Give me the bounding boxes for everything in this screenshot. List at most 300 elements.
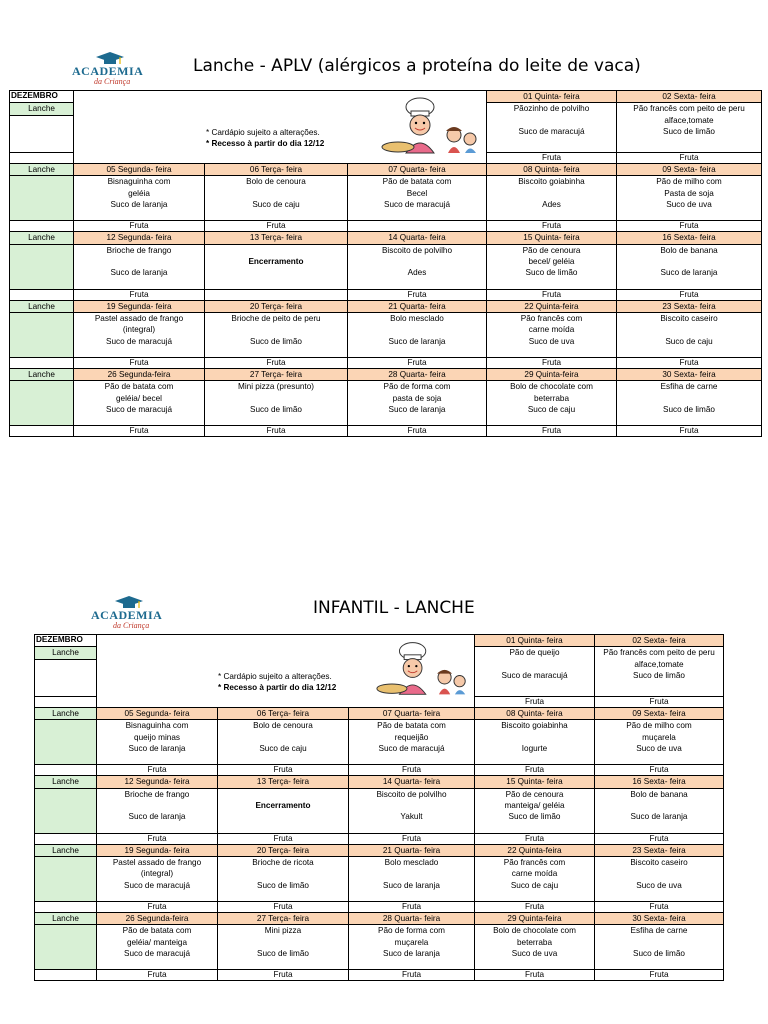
menu-line: Bolo mesclado bbox=[384, 858, 439, 868]
menu-line: Mini pizza bbox=[264, 926, 302, 936]
day-menu bbox=[97, 857, 218, 902]
day-menu bbox=[74, 176, 205, 221]
fruit-cell bbox=[205, 289, 348, 300]
day-menu bbox=[487, 176, 617, 221]
menu-line: Suco de limão bbox=[663, 127, 715, 137]
blank-label-cell bbox=[35, 659, 97, 696]
fruit-cell: Fruta bbox=[97, 970, 218, 981]
day-menu bbox=[348, 244, 487, 289]
day-header: 30 Sexta- feira bbox=[595, 913, 724, 925]
menu-line bbox=[350, 800, 473, 811]
menu-line: Biscoito goiabinha bbox=[518, 177, 585, 187]
day-menu bbox=[74, 244, 205, 289]
day-menu bbox=[97, 925, 218, 970]
day-menu bbox=[475, 720, 595, 765]
menu-line: Iogurte bbox=[521, 744, 548, 754]
menu-line: Suco de limão bbox=[663, 405, 715, 415]
day-header: 02 Sexta- feira bbox=[617, 91, 762, 103]
blank-label-cell bbox=[35, 765, 97, 776]
menu-line: Pão de cenoura bbox=[505, 789, 564, 799]
menu-line bbox=[75, 256, 203, 267]
menu-line: Pão de milho com bbox=[656, 177, 722, 187]
day-header: 06 Terça- feira bbox=[218, 707, 349, 719]
menu-table bbox=[9, 90, 762, 437]
notice-line-1: * Cardápio sujeito a alterações. bbox=[206, 128, 320, 137]
menu-line: Pão francês com peito de peru bbox=[603, 648, 715, 658]
day-menu bbox=[595, 788, 724, 833]
blank-label-cell bbox=[10, 115, 74, 152]
day-header: 02 Sexta- feira bbox=[595, 635, 724, 647]
day-header: 28 Quarta- feira bbox=[349, 913, 475, 925]
menu-line: Suco de uva bbox=[511, 949, 558, 959]
blank-label-cell bbox=[10, 313, 74, 358]
day-header: 09 Sexta- feira bbox=[595, 707, 724, 719]
blank-label-cell bbox=[10, 426, 74, 437]
fruit-cell: Fruta bbox=[218, 765, 349, 776]
row-label-lanche: Lanche bbox=[35, 707, 97, 719]
day-header: 15 Quinta- feira bbox=[487, 232, 617, 244]
row-label-lanche: Lanche bbox=[10, 300, 74, 312]
menu-line: carne moída bbox=[511, 869, 558, 879]
notice-area bbox=[97, 635, 475, 708]
fruit-cell: Fruta bbox=[205, 426, 348, 437]
menu-line: Suco de laranja bbox=[128, 812, 186, 822]
menu-line bbox=[596, 868, 722, 879]
menu-line: Pão de cenoura bbox=[522, 245, 581, 255]
menu-line: Pão de batata com bbox=[377, 721, 446, 731]
fruit-cell: Fruta bbox=[595, 765, 724, 776]
menu-line: Ades bbox=[542, 200, 561, 210]
menu-line: Suco de maracujá bbox=[518, 127, 585, 137]
day-menu bbox=[97, 788, 218, 833]
fruit-cell: Fruta bbox=[218, 833, 349, 844]
day-header: 22 Quinta-feira bbox=[487, 300, 617, 312]
menu-line: Suco de caju bbox=[665, 336, 713, 346]
menu-line: Biscoito caseiro bbox=[630, 858, 688, 868]
day-header: 27 Terça- feira bbox=[205, 369, 348, 381]
blank-label-cell bbox=[35, 696, 97, 707]
menu-line: Pão de forma com bbox=[378, 926, 445, 936]
menu-line bbox=[349, 256, 485, 267]
week-rows-s2 bbox=[35, 707, 724, 981]
day-menu bbox=[475, 857, 595, 902]
day-menu bbox=[595, 925, 724, 970]
menu-line: Encerramento bbox=[255, 801, 311, 811]
fruit-cell: Fruta bbox=[74, 221, 205, 232]
menu-line: Suco de uva bbox=[636, 744, 682, 754]
fruit-cell: Fruta bbox=[475, 902, 595, 913]
fruit-cell: Fruta bbox=[487, 289, 617, 300]
day-header: 16 Sexta- feira bbox=[617, 232, 762, 244]
menu-line: Biscoito caseiro bbox=[660, 314, 718, 324]
menu-line: muçarela bbox=[642, 732, 676, 742]
day-header: 21 Quarta- feira bbox=[349, 844, 475, 856]
blank-label-cell bbox=[35, 925, 97, 970]
day-header: 08 Quinta- feira bbox=[487, 163, 617, 175]
fruit-cell: Fruta bbox=[74, 289, 205, 300]
menu-line: Pãozinho de polvilho bbox=[513, 104, 590, 114]
day-menu bbox=[74, 313, 205, 358]
menu-line: Brioche de peito de peru bbox=[231, 314, 321, 324]
menu-line bbox=[206, 267, 346, 278]
blank-label-cell bbox=[10, 152, 74, 163]
day-header: 13 Terça- feira bbox=[218, 776, 349, 788]
fruit-cell: Fruta bbox=[595, 696, 724, 707]
fruit-cell: Fruta bbox=[218, 902, 349, 913]
menu-line: Esfiha de carne bbox=[660, 382, 718, 392]
day-header: 14 Quarta- feira bbox=[348, 232, 487, 244]
menu-line bbox=[618, 256, 760, 267]
fruit-cell: Fruta bbox=[205, 358, 348, 369]
day-menu bbox=[74, 381, 205, 426]
day-menu bbox=[348, 381, 487, 426]
fruit-cell: Fruta bbox=[475, 970, 595, 981]
menu-line bbox=[488, 188, 615, 199]
day-header: 12 Segunda- feira bbox=[74, 232, 205, 244]
row-label-lanche: Lanche bbox=[10, 232, 74, 244]
menu-line bbox=[219, 811, 347, 822]
menu-line: Suco de limão bbox=[508, 812, 561, 822]
day-header: 08 Quinta- feira bbox=[475, 707, 595, 719]
day-header: 19 Segunda- feira bbox=[74, 300, 205, 312]
menu-line: Bolo de cenoura bbox=[246, 177, 306, 187]
menu-line: Pastel assado de frango bbox=[94, 314, 184, 324]
day-menu bbox=[617, 176, 762, 221]
menu-line: Pão de batata com bbox=[122, 926, 192, 936]
day-header: 29 Quinta-feira bbox=[487, 369, 617, 381]
fruit-cell: Fruta bbox=[97, 902, 218, 913]
row-label-lanche: Lanche bbox=[35, 844, 97, 856]
notice bbox=[218, 671, 336, 694]
day-menu bbox=[487, 313, 617, 358]
menu-line bbox=[476, 732, 593, 743]
notice-line-1: * Cardápio sujeito a alterações. bbox=[218, 672, 332, 681]
blank-label-cell bbox=[10, 381, 74, 426]
fruit-cell: Fruta bbox=[487, 426, 617, 437]
day-header: 19 Segunda- feira bbox=[97, 844, 218, 856]
day-header: 07 Quarta- feira bbox=[349, 707, 475, 719]
fruit-cell: Fruta bbox=[74, 426, 205, 437]
row-label-lanche: Lanche bbox=[10, 163, 74, 175]
blank-label-cell bbox=[35, 902, 97, 913]
day-menu bbox=[205, 381, 348, 426]
month-label: DEZEMBRO bbox=[10, 91, 74, 103]
menu-line: Suco de laranja bbox=[660, 268, 718, 278]
blank-label-cell bbox=[35, 857, 97, 902]
menu-line: Suco de caju bbox=[510, 880, 559, 890]
menu-line: Encerramento bbox=[248, 257, 304, 267]
menu-line bbox=[98, 800, 216, 811]
menu-line bbox=[488, 115, 615, 126]
menu-table bbox=[34, 634, 724, 981]
fruit-cell: Fruta bbox=[349, 902, 475, 913]
day-header: 05 Segunda- feira bbox=[74, 163, 205, 175]
fruit-cell: Fruta bbox=[595, 833, 724, 844]
fruit-cell: Fruta bbox=[218, 970, 349, 981]
fruit-cell: Fruta bbox=[349, 765, 475, 776]
day-header: 30 Sexta- feira bbox=[617, 369, 762, 381]
menu-line: Bolo mesclado bbox=[390, 314, 444, 324]
menu-line: Suco de uva bbox=[528, 336, 575, 346]
day-header: 12 Segunda- feira bbox=[97, 776, 218, 788]
day-menu bbox=[595, 720, 724, 765]
menu-line: Pão de batata com bbox=[382, 177, 452, 187]
fruit-cell: Fruta bbox=[348, 289, 487, 300]
menu-line bbox=[206, 245, 346, 256]
day-header: 01 Quinta- feira bbox=[475, 635, 595, 647]
page-title: INFANTIL - LANCHE bbox=[313, 598, 475, 618]
day-menu bbox=[205, 313, 348, 358]
day-menu bbox=[487, 381, 617, 426]
blank-label-cell bbox=[10, 358, 74, 369]
fruit-cell: Fruta bbox=[617, 221, 762, 232]
day-header: 13 Terça- feira bbox=[205, 232, 348, 244]
menu-line: Suco de maracujá bbox=[384, 200, 450, 210]
blank-label-cell bbox=[10, 221, 74, 232]
day-header: 22 Quinta-feira bbox=[475, 844, 595, 856]
month-label: DEZEMBRO bbox=[35, 635, 97, 647]
menu-line bbox=[349, 324, 485, 335]
day-header: 20 Terça- feira bbox=[218, 844, 349, 856]
page-title: Lanche - APLV (alérgicos a proteína do leite de vaca) bbox=[193, 56, 641, 76]
blank-label-cell bbox=[35, 833, 97, 844]
fruit-cell: Fruta bbox=[487, 358, 617, 369]
day-menu bbox=[218, 720, 349, 765]
menu-line: manteiga/ geléia bbox=[504, 801, 565, 811]
blank-label-cell bbox=[35, 970, 97, 981]
fruit-cell: Fruta bbox=[74, 358, 205, 369]
logo-word: ACADEMIA bbox=[72, 64, 144, 78]
day-menu bbox=[205, 176, 348, 221]
day-menu bbox=[595, 857, 724, 902]
chef-kids-illustration-icon bbox=[375, 639, 469, 697]
menu-line: Suco de uva bbox=[636, 880, 682, 890]
blank-label-cell bbox=[10, 244, 74, 289]
menu-line: Suco de laranja bbox=[128, 744, 186, 754]
menu-line bbox=[596, 800, 722, 811]
menu-line: Suco de maracujá bbox=[106, 336, 172, 346]
menu-line: Bolo de cenoura bbox=[253, 721, 313, 731]
menu-line: (integral) bbox=[122, 325, 156, 335]
day-header: 14 Quarta- feira bbox=[349, 776, 475, 788]
fruit-cell: Fruta bbox=[349, 970, 475, 981]
day-menu bbox=[475, 788, 595, 833]
menu-line: Suco de maracujá bbox=[124, 949, 190, 959]
menu-line: geléia/ manteiga bbox=[126, 937, 188, 947]
menu-line: Bolo de chocolate com bbox=[510, 382, 593, 392]
menu-line: Pão francês com peito de peru bbox=[633, 104, 745, 114]
day-menu bbox=[218, 788, 349, 833]
menu-line: beterraba bbox=[533, 393, 570, 403]
day-menu bbox=[97, 720, 218, 765]
fruit-cell: Fruta bbox=[475, 833, 595, 844]
menu-line bbox=[219, 937, 347, 948]
fruit-cell: Fruta bbox=[617, 426, 762, 437]
menu-line bbox=[206, 393, 346, 404]
menu-line: Pão de batata com bbox=[104, 382, 174, 392]
notice bbox=[206, 127, 324, 150]
menu-line: Biscoito de polvilho bbox=[381, 245, 453, 255]
menu-line: geléia bbox=[128, 188, 150, 198]
fruit-cell: Fruta bbox=[595, 970, 724, 981]
day-menu bbox=[475, 647, 595, 696]
menu-line: alface,tomate bbox=[634, 659, 684, 669]
fruit-cell: Fruta bbox=[487, 221, 617, 232]
menu-line: Suco de maracujá bbox=[124, 880, 190, 890]
day-menu bbox=[205, 244, 348, 289]
day-header: 27 Terça- feira bbox=[218, 913, 349, 925]
menu-line: Suco de laranja bbox=[110, 268, 168, 278]
menu-line: carne moída bbox=[528, 325, 575, 335]
day-menu bbox=[617, 313, 762, 358]
menu-line: Suco de limão bbox=[250, 405, 302, 415]
fruit-cell: Fruta bbox=[97, 765, 218, 776]
fruit-cell: Fruta bbox=[348, 426, 487, 437]
menu-line: Bolo de banana bbox=[630, 789, 688, 799]
menu-line: Suco de laranja bbox=[383, 949, 440, 959]
fruit-cell: Fruta bbox=[475, 696, 595, 707]
logo-subtitle: da Criança bbox=[94, 77, 131, 86]
fruit-cell: Fruta bbox=[97, 833, 218, 844]
menu-line: Suco de laranja bbox=[388, 405, 446, 415]
blank-label-cell bbox=[10, 289, 74, 300]
blank-label-cell bbox=[35, 720, 97, 765]
menu-line: Suco de limão bbox=[257, 949, 309, 959]
menu-line: Suco de limão bbox=[633, 949, 685, 959]
menu-line: Suco de maracujá bbox=[378, 744, 445, 754]
day-menu bbox=[487, 103, 617, 152]
menu-line: muçarela bbox=[394, 937, 429, 947]
menu-line: geléia/ becel bbox=[116, 393, 162, 403]
day-menu bbox=[349, 720, 475, 765]
notice-line-2: * Recesso à partir do dia 12/12 bbox=[218, 683, 337, 693]
row-label-lanche: Lanche bbox=[35, 913, 97, 925]
menu-line: Bolo de banana bbox=[660, 245, 718, 255]
day-header: 15 Quinta- feira bbox=[475, 776, 595, 788]
menu-line: Suco de laranja bbox=[630, 812, 688, 822]
day-header: 05 Segunda- feira bbox=[97, 707, 218, 719]
day-header: 28 Quarta- feira bbox=[348, 369, 487, 381]
day-header: 23 Sexta- feira bbox=[617, 300, 762, 312]
menu-line: (integral) bbox=[140, 869, 174, 879]
menu-line bbox=[618, 324, 760, 335]
day-menu bbox=[595, 647, 724, 696]
day-header: 09 Sexta- feira bbox=[617, 163, 762, 175]
row-label-lanche: Lanche bbox=[35, 776, 97, 788]
menu-line: becel/ geléia bbox=[528, 257, 575, 267]
fruit-cell: Fruta bbox=[205, 221, 348, 232]
day-menu bbox=[349, 925, 475, 970]
fruit-cell: Fruta bbox=[617, 289, 762, 300]
day-menu bbox=[487, 244, 617, 289]
day-menu bbox=[475, 925, 595, 970]
menu-line: Brioche de ricota bbox=[252, 858, 314, 868]
menu-line: Suco de maracujá bbox=[106, 405, 172, 415]
menu-line: Suco de limão bbox=[257, 880, 309, 890]
menu-line: Pão francês com bbox=[520, 314, 583, 324]
row-label-lanche: Lanche bbox=[10, 369, 74, 381]
menu-line: Yakult bbox=[400, 812, 423, 822]
menu-line bbox=[219, 789, 347, 800]
menu-line bbox=[596, 937, 722, 948]
day-header: 23 Sexta- feira bbox=[595, 844, 724, 856]
week-rows-s1 bbox=[10, 163, 762, 437]
logo-subtitle: da Criança bbox=[113, 621, 150, 630]
day-header: 29 Quinta-feira bbox=[475, 913, 595, 925]
menu-line: Suco de uva bbox=[666, 200, 712, 210]
menu-line: beterraba bbox=[516, 937, 553, 947]
notice-line-2: * Recesso à partir do dia 12/12 bbox=[206, 139, 325, 149]
menu-line: alface,tomate bbox=[664, 115, 714, 125]
day-menu bbox=[218, 857, 349, 902]
menu-line: Biscoito de polvilho bbox=[376, 789, 447, 799]
menu-line: Suco de caju bbox=[252, 200, 300, 210]
menu-line bbox=[206, 188, 346, 199]
day-header: 26 Segunda-feira bbox=[97, 913, 218, 925]
logo-word: ACADEMIA bbox=[91, 608, 163, 622]
fruit-cell bbox=[348, 221, 487, 232]
day-menu bbox=[218, 925, 349, 970]
fruit-cell: Fruta bbox=[617, 358, 762, 369]
blank-label-cell bbox=[35, 788, 97, 833]
menu-line: queijo minas bbox=[134, 732, 180, 742]
day-menu bbox=[349, 857, 475, 902]
day-menu bbox=[617, 381, 762, 426]
menu-line: Suco de caju bbox=[259, 744, 307, 754]
menu-line: Suco de limão bbox=[525, 268, 578, 278]
day-menu bbox=[348, 313, 487, 358]
fruit-cell: Fruta bbox=[475, 765, 595, 776]
menu-line: Bisnaguinha com bbox=[107, 177, 171, 187]
menu-line: Brioche de frango bbox=[106, 245, 172, 255]
menu-line: Pão de milho com bbox=[626, 721, 692, 731]
day-menu bbox=[348, 176, 487, 221]
menu-line: Suco de limão bbox=[250, 336, 302, 346]
day-menu bbox=[617, 103, 762, 152]
chef-kids-illustration-icon bbox=[380, 95, 480, 155]
notice-area bbox=[74, 91, 487, 164]
menu-line: Bisnaguinha com bbox=[125, 721, 189, 731]
menu-line: Suco de laranja bbox=[110, 200, 168, 210]
menu-line: requeijão bbox=[394, 732, 429, 742]
day-header: 07 Quarta- feira bbox=[348, 163, 487, 175]
menu-line bbox=[206, 324, 346, 335]
menu-line: Suco de laranja bbox=[388, 336, 446, 346]
day-header: 21 Quarta- feira bbox=[348, 300, 487, 312]
day-header: 01 Quinta- feira bbox=[487, 91, 617, 103]
menu-line: Ades bbox=[407, 268, 427, 278]
day-header: 26 Segunda-feira bbox=[74, 369, 205, 381]
fruit-cell: Fruta bbox=[348, 358, 487, 369]
day-header: 06 Terça- feira bbox=[205, 163, 348, 175]
row-label-lanche: Lanche bbox=[10, 103, 74, 115]
menu-line bbox=[219, 732, 347, 743]
day-menu bbox=[349, 788, 475, 833]
menu-line: Bolo de chocolate com bbox=[493, 926, 576, 936]
menu-line: Suco de limão bbox=[633, 671, 685, 681]
menu-line: Esfiha de carne bbox=[630, 926, 688, 936]
menu-line bbox=[350, 868, 473, 879]
menu-line bbox=[476, 659, 593, 670]
menu-line: Biscoito goiabinha bbox=[501, 721, 568, 731]
fruit-cell: Fruta bbox=[595, 902, 724, 913]
menu-line: Suco de laranja bbox=[383, 880, 440, 890]
menu-line bbox=[219, 868, 347, 879]
menu-line: Pastel assado de frango bbox=[112, 858, 202, 868]
menu-line: Pão de forma com bbox=[383, 382, 451, 392]
menu-line bbox=[618, 393, 760, 404]
menu-line: pasta de soja bbox=[392, 393, 442, 403]
